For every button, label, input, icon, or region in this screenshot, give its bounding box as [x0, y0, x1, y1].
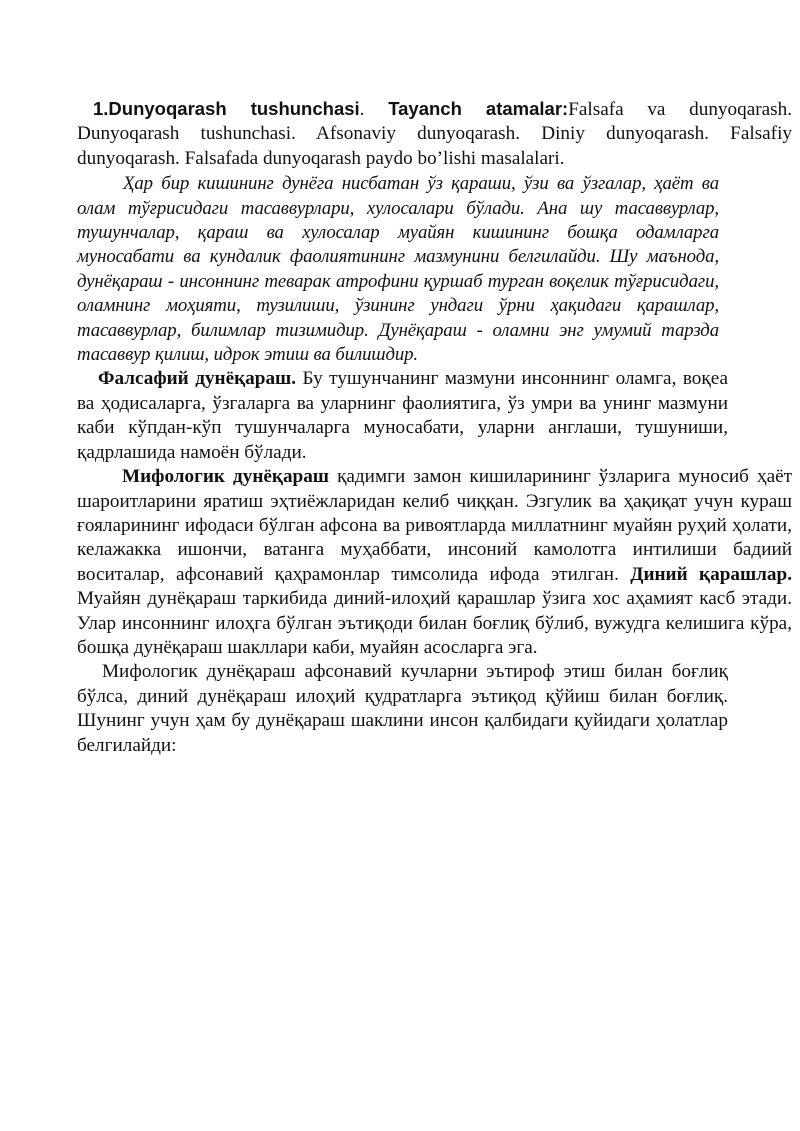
philosophical-worldview-text: Бу тушунчанинг мазмуни инсоннинг оламга, воқеа ва ҳодисаларга, ўзгаларга ва уларнинг фаолиятига, ўз умри ва унинг мазмуни каби кўпдан-кўп тушунчаларга муносабати, уларни англаши, тушуниши, қадрлашида намоён бўлади.: [77, 368, 728, 463]
section-1-heading: 1.Dunyoqarash tushunchasi: [93, 98, 360, 119]
religious-views-heading: Диний қарашлар.: [630, 563, 792, 585]
religious-views-text: Муайян дунёқараш таркибида диний-илоҳий қарашлар ўзига хос аҳамият касб этади. Улар инсоннинг илоҳга бўлган эътиқоди билан боғлиқ бўлиб, вужудга келишига кўра, бошқа дунёқараш шакллари каби, муайян асосларга эга.: [77, 588, 792, 658]
keywords-text: Falsafa va dunyoqarash. Dunyoqarash tushunchasi. Afsonaviy dunyoqarash. Diniy dunyoqarash. Falsafiy dunyoqarash. Falsafada dunyoqarash paydo bo’lishi masalalari.: [77, 99, 792, 169]
section-1-heading-separator: .: [359, 99, 389, 120]
mythological-worldview-text: қадимги замон кишиларининг ўзларига муносиб ҳаёт шароитларини яратиш эҳтиёжларидан келиб чиққан. Эзгулик ва ҳақиқат учун кураш ғояларининг ифодаси бўлган афсона ва ривоятларда миллатнинг муайян руҳий ҳолати, келажакка ишончи, ватанга муҳаббати, инсоний камолотга интилиши бадиий воситалар, афсонавий қаҳрамонлар тимсолида ифода этилган.: [77, 466, 792, 585]
mythological-worldview-heading: Мифологик дунёқараш: [122, 466, 330, 488]
document-body: [77, 97, 792, 758]
closing-paragraph: Мифологик дунёқараш афсонавий кучларни эътироф этиш билан боғлиқ бўлса, диний дунёқараш илоҳий қудратларга эътиқод қўйиш билан боғлиқ. Шунинг учун ҳам бу дунёқараш шаклини инсон қалбидаги қуйидаги ҳолатлар белгилайди:: [77, 661, 728, 756]
mythological-worldview-paragraph: [77, 465, 792, 660]
philosophical-worldview-heading: Фалсафий дунёқараш.: [98, 368, 297, 390]
section-1-paragraph: [77, 97, 792, 171]
worldview-definition-paragraph: Ҳар бир кишининг дунёга нисбатан ўз қараши, ўзи ва ўзгалар, ҳаёт ва олам тўғрисидаги тасаввурлари, хулосалари бўлади. Ана шу тасаввурлар, тушунчалар, қараш ва хулосалар муайян кишининг бошқа одамларга муносабати ва кундалик фаолиятининг мазмунини белгилайди. Шу маънода, дунёқараш - инсоннинг теварак атрофини қуршаб турган воқелик тўғрисидаги, оламнинг моҳияти, тузилиши, ўзининг ундаги ўрни ҳақидаги қарашлар, тасаввурлар, билимлар тизимидир. Дунёқараш - оламни энг умумий тарзда тасаввур қилиш, идрок этиш ва билишдир.: [77, 173, 719, 366]
philosophical-worldview-paragraph: [77, 367, 728, 465]
keywords-label: Tayanch atamalar:: [388, 98, 569, 119]
